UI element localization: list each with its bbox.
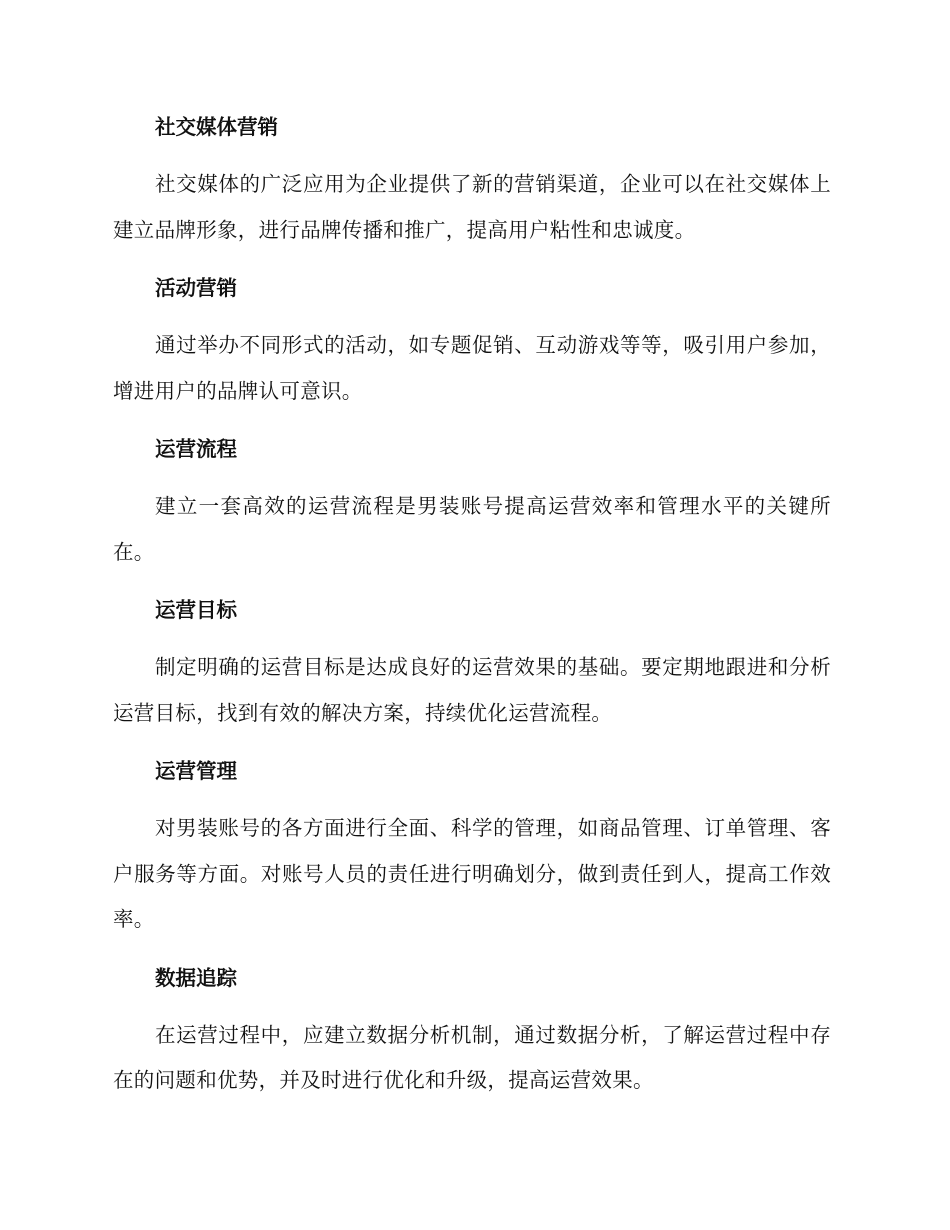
section-paragraph: 社交媒体的广泛应用为企业提供了新的营销渠道，企业可以在社交媒体上建立品牌形象，进行品牌传播和推广，提高用户粘性和忠诚度。 [113,172,831,242]
section-heading: 运营流程 [155,437,237,461]
section-heading: 运营目标 [155,598,237,622]
section-operation-process [113,426,831,575]
section-paragraph: 通过举办不同形式的活动，如专题促销、互动游戏等等，吸引用户参加，增进用户的品牌认可意识。 [113,333,831,403]
section-data-tracking [113,955,831,1104]
section-event-marketing [113,265,831,414]
section-operation-goals [113,587,831,736]
document-page [113,104,831,1116]
section-paragraph: 在运营过程中，应建立数据分析机制，通过数据分析，了解运营过程中存在的问题和优势，并及时进行优化和升级，提高运营效果。 [113,1022,831,1092]
section-paragraph: 对男装账号的各方面进行全面、科学的管理，如商品管理、订单管理、客户服务等方面。对账号人员的责任进行明确划分，做到责任到人，提高工作效率。 [113,816,831,931]
section-social-media-marketing [113,104,831,253]
section-paragraph: 建立一套高效的运营流程是男装账号提高运营效率和管理水平的关键所在。 [113,494,831,564]
section-paragraph: 制定明确的运营目标是达成良好的运营效果的基础。要定期地跟进和分析运营目标，找到有效的解决方案，持续优化运营流程。 [113,655,831,725]
section-heading: 数据追踪 [155,965,237,990]
section-operation-management [113,748,831,943]
section-heading: 运营管理 [155,759,237,783]
section-heading: 社交媒体营销 [155,115,278,139]
section-heading: 活动营销 [155,276,237,300]
